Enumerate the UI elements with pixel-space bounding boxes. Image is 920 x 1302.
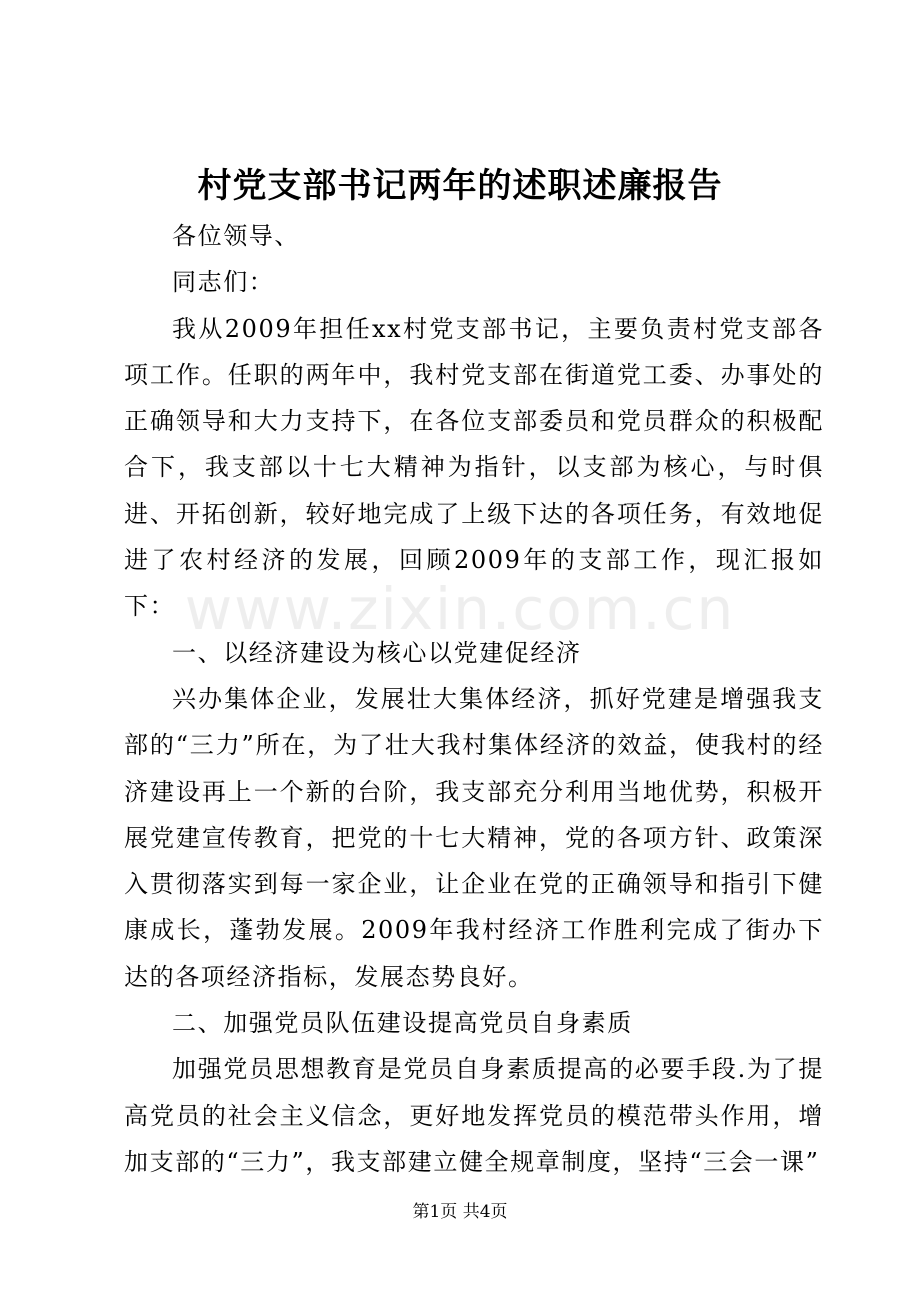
section-2-paragraph: 加强党员思想教育是党员自身素质提高的必要手段.为了提高党员的社会主义信念，更好地发挥党员的模范带头作用，增加支部的“三力”，我支部建立健全规章制度，坚持“三会一课” [124, 1055, 824, 1176]
section-heading-1: 一、以经济建设为核心以党建促经济 [172, 638, 582, 667]
salutation-line-1: 各位领导、 [172, 222, 300, 250]
document-title: 村党支部书记两年的述职述廉报告 [197, 166, 723, 206]
intro-paragraph: 我从2009年担任xx村党支部书记，主要负责村党支部各项工作。任职的两年中，我村党支部在街道党工委、办事处的正确领导和大力支持下，在各位支部委员和党员群众的积极配合下，我支部以十七大精神为指针，以支部为核心，与时俱进、开拓创新，较好地完成了上级下达的各项任务，有效地促进了农村经济的发展，回顾2009年的支部工作，现汇报如下： [124, 314, 824, 621]
salutation-line-2: 同志们： [172, 268, 275, 297]
document-body [124, 213, 824, 1185]
section-heading-2: 二、加强党员队伍建设提高党员自身素质 [172, 1009, 633, 1038]
section-1-paragraph: 兴办集体企业，发展壮大集体经济，抓好党建是增强我支部的“三力”所在，为了壮大我村集体经济的效益，使我村的经济建设再上一个新的台阶，我支部充分利用当地优势，积极开展党建宣传教育，把党的十七大精神，党的各项方针、政策深入贯彻落实到每一家企业，让企业在党的正确领导和指引下健康成长，蓬勃发展。2009年我村经济工作胜利完成了街办下达的各项经济指标，发展态势良好。 [124, 684, 824, 991]
watermark-text: www.zixin.com.cn [184, 575, 736, 643]
page-footer: 第1页 共4页 [412, 1202, 508, 1222]
